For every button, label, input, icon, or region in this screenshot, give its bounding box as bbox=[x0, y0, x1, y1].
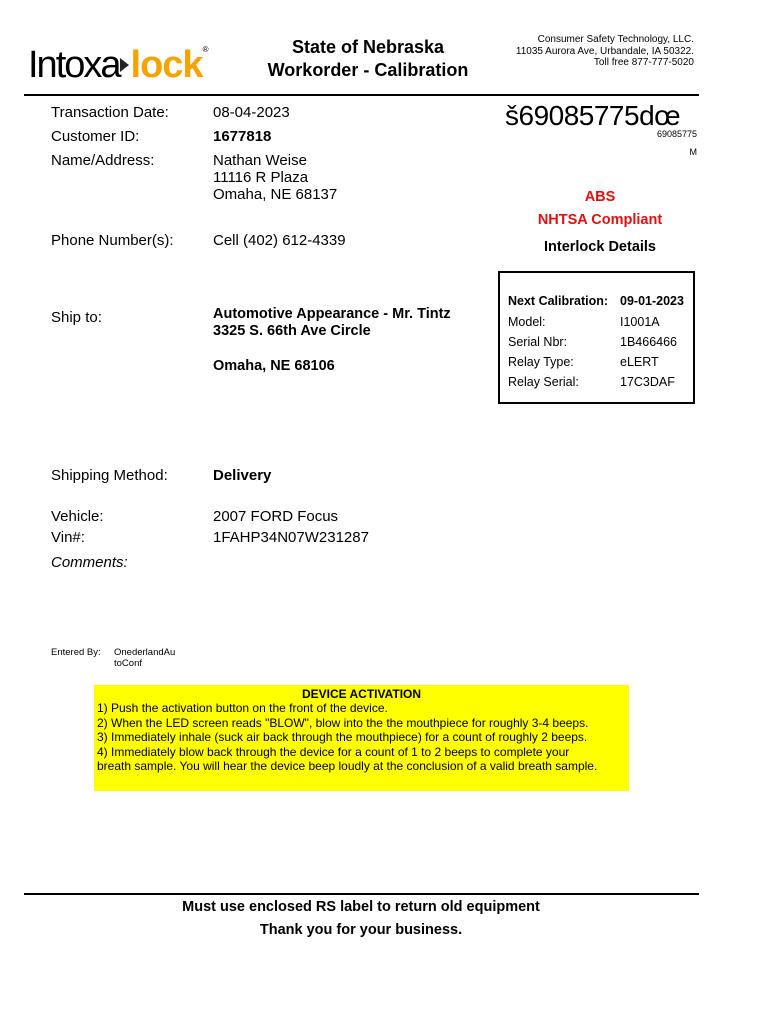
vehicle-label: Vehicle: bbox=[51, 508, 104, 525]
vin-label: Vin#: bbox=[51, 529, 85, 546]
activation-step-2: 2) When the LED screen reads "BLOW", blow into the the mouthpiece for roughly 3-4 beeps. bbox=[97, 715, 589, 730]
serial-value: 1B466466 bbox=[620, 335, 678, 349]
company-phone: Toll free 877-777-5020 bbox=[593, 57, 694, 68]
footer-rule bbox=[24, 893, 699, 895]
customer-address-line-1: 11116 R Plaza bbox=[213, 169, 309, 186]
ship-to-line-2: 3325 S. 66th Ave Circle bbox=[213, 323, 371, 339]
company-name: Consumer Safety Technology, LLC. bbox=[537, 34, 694, 45]
header-rule bbox=[24, 94, 699, 96]
vin-value: 1FAHP34N07W231287 bbox=[213, 529, 369, 546]
vehicle-value: 2007 FORD Focus bbox=[213, 508, 339, 525]
thank-you-note: Thank you for your business. bbox=[259, 922, 463, 938]
activation-step-4-cont: breath sample. You will hear the device beep loudly at the conclusion of a valid breath sample. bbox=[97, 759, 598, 773]
logo-registered-mark: ® bbox=[202, 45, 209, 54]
serial-label: Serial Nbr: bbox=[508, 335, 568, 349]
customer-id-label: Customer ID: bbox=[51, 128, 140, 145]
customer-address-line-2: Omaha, NE 68137 bbox=[213, 186, 338, 203]
return-equipment-note: Must use enclosed RS label to return old equipment bbox=[182, 899, 540, 915]
barcode: š69085775dœ bbox=[505, 100, 681, 131]
interlock-details-box bbox=[498, 271, 695, 404]
intoxalock-logo bbox=[28, 46, 208, 84]
company-info bbox=[516, 34, 694, 69]
title-line-1: State of Nebraska bbox=[291, 37, 445, 57]
ship-to-line-3: Omaha, NE 68106 bbox=[213, 358, 335, 374]
ship-to-label: Ship to: bbox=[51, 309, 102, 326]
barcode-suffix: M bbox=[689, 147, 697, 157]
activation-step-4: 4) Immediately blow back through the device for a count of 1 to 2 beeps to complete your bbox=[97, 744, 570, 759]
title-line-2: Workorder - Calibration bbox=[267, 60, 469, 80]
transaction-date-value: 08-04-2023 bbox=[213, 104, 290, 121]
name-address-label: Name/Address: bbox=[51, 152, 155, 169]
next-calibration-label: Next Calibration: bbox=[508, 294, 609, 308]
model-label: Model: bbox=[508, 315, 546, 329]
activation-step-1: 1) Push the activation button on the front of the device. bbox=[97, 701, 388, 715]
ship-to-line-1: Automotive Appearance - Mr. Tintz bbox=[213, 306, 451, 322]
device-activation-title: DEVICE ACTIVATION bbox=[301, 687, 422, 701]
customer-name: Nathan Weise bbox=[213, 152, 307, 169]
model-value: I1001A bbox=[620, 315, 660, 329]
entered-by-value: OnederlandAu toConf bbox=[114, 647, 176, 669]
device-activation-box bbox=[94, 685, 629, 791]
comments-label: Comments: bbox=[51, 554, 128, 571]
nhtsa-compliant-label: NHTSA Compliant bbox=[537, 212, 663, 228]
barcode-number: 69085775 bbox=[656, 129, 697, 139]
next-calibration-value: 09-01-2023 bbox=[620, 294, 684, 308]
relay-type-label: Relay Type: bbox=[508, 355, 574, 369]
shipping-method-value: Delivery bbox=[213, 467, 272, 484]
transaction-date-label: Transaction Date: bbox=[51, 104, 169, 121]
document-title bbox=[248, 36, 488, 82]
entered-by-label: Entered By: bbox=[51, 647, 101, 658]
relay-serial-label: Relay Serial: bbox=[508, 375, 579, 389]
logo-arrow-icon bbox=[120, 58, 129, 72]
relay-serial-value: 17C3DAF bbox=[620, 375, 675, 389]
phone-value: Cell (402) 612-4339 bbox=[213, 232, 346, 249]
interlock-details-title: Interlock Details bbox=[543, 239, 656, 255]
company-address: 11035 Aurora Ave, Urbandale, IA 50322. bbox=[515, 45, 694, 57]
shipping-method-label: Shipping Method: bbox=[51, 467, 168, 484]
logo-accent-text: lock bbox=[130, 44, 203, 86]
activation-step-3: 3) Immediately inhale (suck air back through the mouthpiece) for a count of roughly 2 beeps. bbox=[97, 730, 588, 744]
relay-type-value: eLERT bbox=[620, 355, 659, 369]
phone-label: Phone Number(s): bbox=[51, 232, 174, 249]
abs-label: ABS bbox=[584, 189, 616, 205]
logo-main-text: Intoxa bbox=[28, 44, 120, 86]
customer-id-value: 1677818 bbox=[213, 128, 272, 145]
